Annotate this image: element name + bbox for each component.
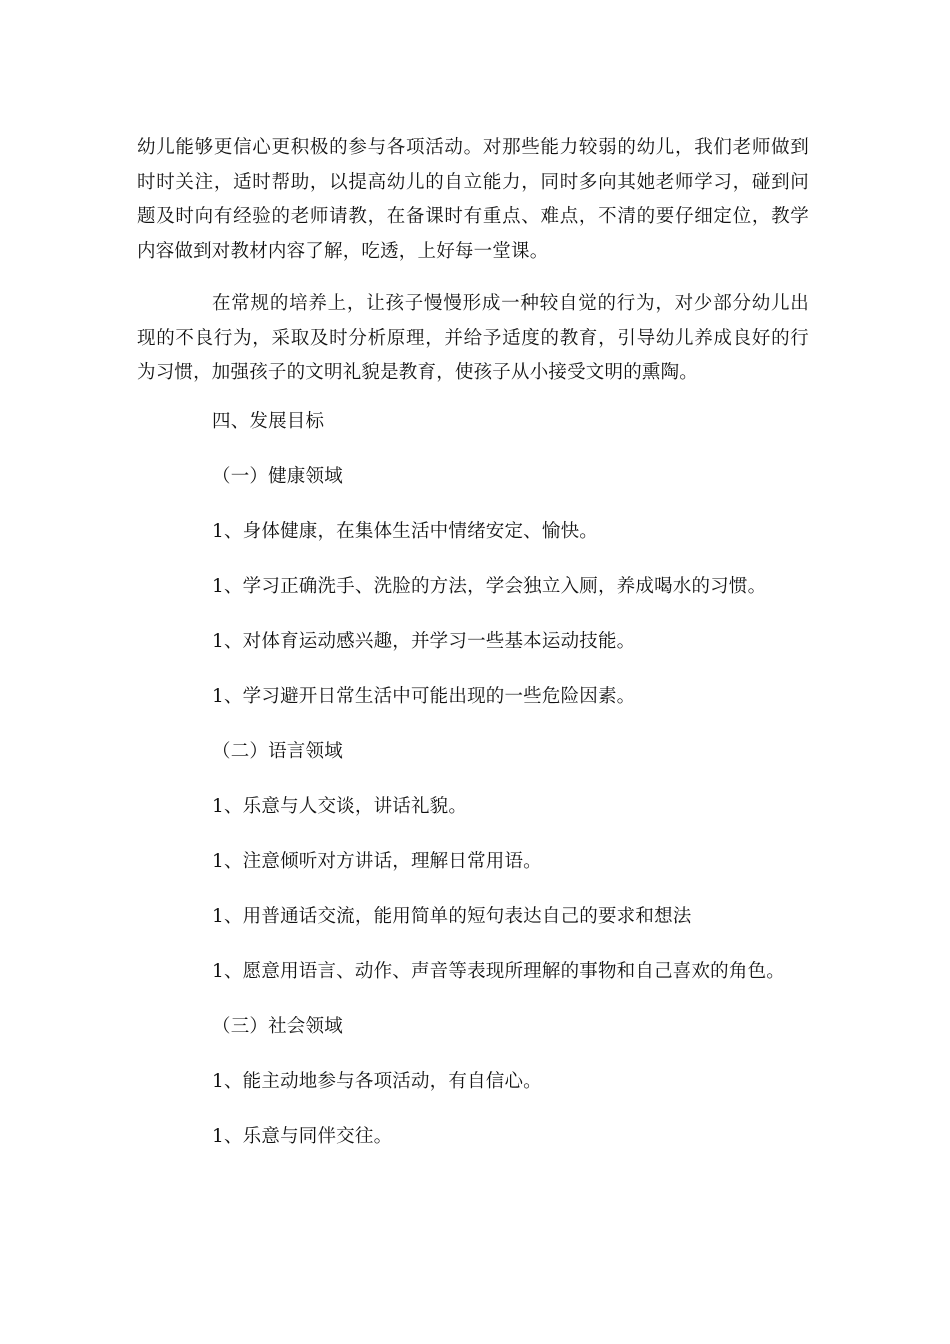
section-title: 四、发展目标 — [212, 411, 325, 432]
language-item: 1、愿意用语言、动作、声音等表现所理解的事物和自己喜欢的角色。 — [212, 961, 785, 982]
health-heading: （一）健康领域 — [212, 466, 343, 487]
health-item: 1、对体育运动感兴趣，并学习一些基本运动技能。 — [212, 631, 636, 652]
language-heading: （二）语言领域 — [212, 741, 343, 762]
paragraph-routine: 在常规的培养上，让孩子慢慢形成一种较自觉的行为，对少部分幼儿出现的不良行为，采取及时分析原理，并给予适度的教育，引导幼儿养成良好的行为习惯，加强孩子的文明礼貌是教育，使孩子从小接受文明的熏陶。 — [137, 293, 809, 383]
health-item: 1、学习避开日常生活中可能出现的一些危险因素。 — [212, 686, 636, 707]
social-item: 1、能主动地参与各项活动，有自信心。 — [212, 1071, 542, 1092]
language-item: 1、用普通话交流，能用简单的短句表达自己的要求和想法 — [212, 906, 692, 927]
health-item: 1、学习正确洗手、洗脸的方法，学会独立入厕，养成喝水的习惯。 — [212, 576, 767, 597]
social-heading: （三）社会领域 — [212, 1016, 343, 1037]
language-item: 1、乐意与人交谈，讲话礼貌。 — [212, 796, 468, 817]
health-item: 1、身体健康，在集体生活中情绪安定、愉快。 — [212, 521, 598, 542]
paragraph-teaching: 幼儿能够更信心更积极的参与各项活动。对那些能力较弱的幼儿，我们老师做到时时关注，适时帮助，以提高幼儿的自立能力，同时多向其她老师学习，碰到问题及时向有经验的老师请教，在备课时有重点、难点，不清的要仔细定位，教学内容做到对教材内容了解，吃透，上好每一堂课。 — [137, 137, 809, 262]
language-item: 1、注意倾听对方讲话，理解日常用语。 — [212, 851, 542, 872]
social-item: 1、乐意与同伴交往。 — [212, 1126, 393, 1147]
